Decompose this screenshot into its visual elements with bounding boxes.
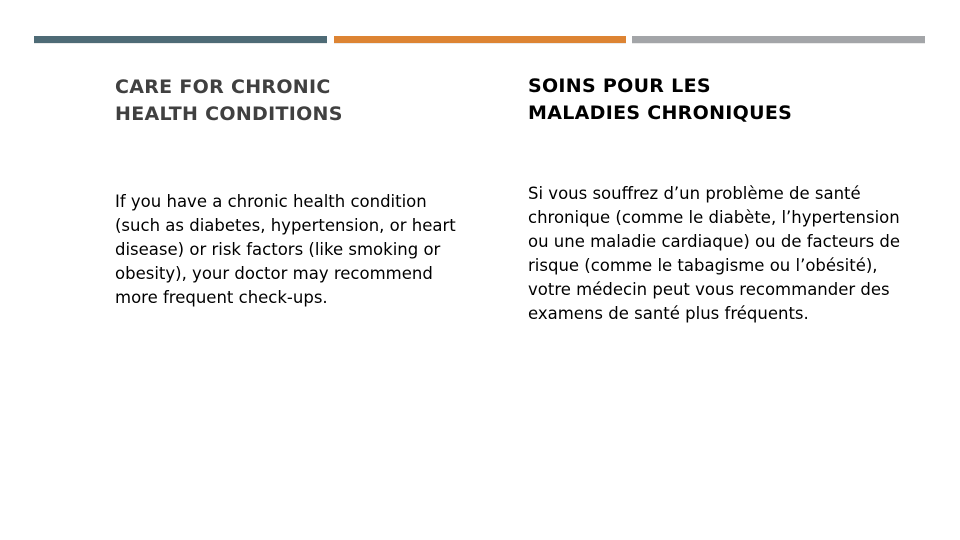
text-line: (such as diabetes, hypertension, or heart xyxy=(115,216,456,235)
text-line: disease) or risk factors (like smoking or xyxy=(115,240,441,259)
slide-title-english xyxy=(115,74,455,128)
title-line: MALADIES CHRONIQUES xyxy=(528,102,793,124)
text-line: votre médecin peut vous recommander des xyxy=(528,280,890,299)
text-line: Si vous souffrez d’un problème de santé xyxy=(528,184,861,203)
text-line: more frequent check-ups. xyxy=(115,288,328,307)
slide-title-french xyxy=(528,73,888,127)
body-text-english xyxy=(115,190,460,310)
text-line: chronique (comme le diabète, l’hypertension xyxy=(528,208,900,227)
title-line: HEALTH CONDITIONS xyxy=(115,103,343,125)
body-text-french xyxy=(528,182,908,326)
accent-bar-left xyxy=(34,36,327,43)
text-line: risque (comme le tabagisme ou l’obésité), xyxy=(528,256,878,275)
accent-bar-middle xyxy=(334,36,626,43)
text-line: If you have a chronic health condition xyxy=(115,192,427,211)
text-line: obesity), your doctor may recommend xyxy=(115,264,433,283)
accent-bar-right xyxy=(632,36,925,43)
text-line: examens de santé plus fréquents. xyxy=(528,304,809,323)
title-line: SOINS POUR LES xyxy=(528,75,711,97)
title-line: CARE FOR CHRONIC xyxy=(115,76,331,98)
text-line: ou une maladie cardiaque) ou de facteurs de xyxy=(528,232,901,251)
